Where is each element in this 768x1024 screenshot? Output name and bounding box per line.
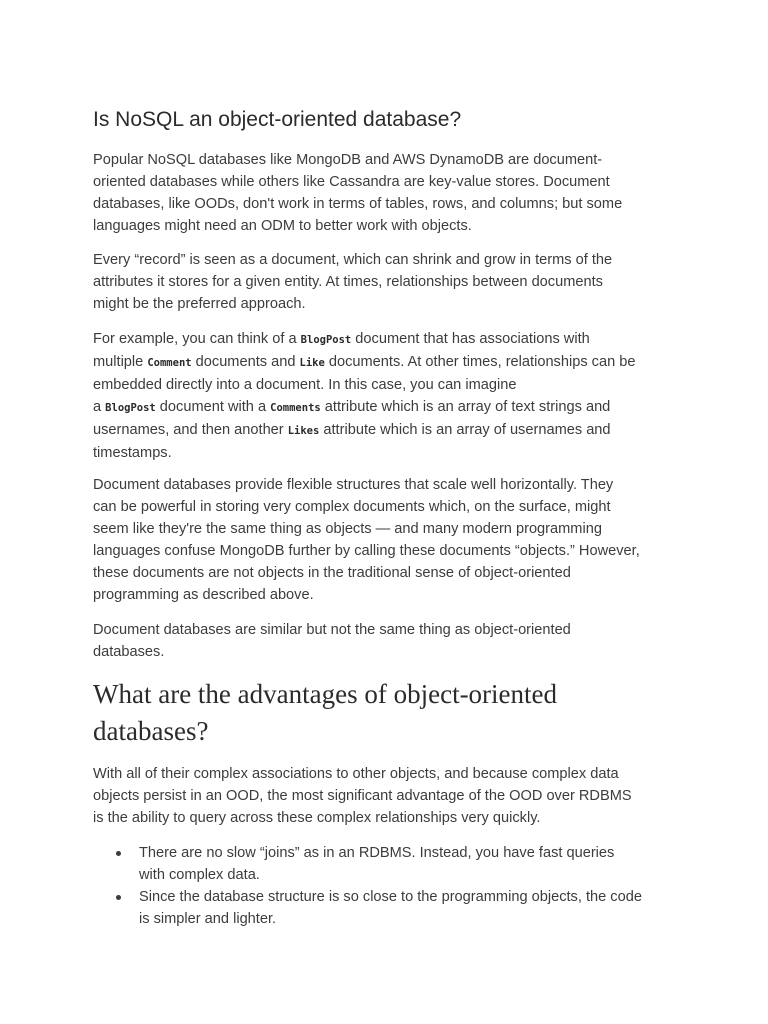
text-line: is simpler and lighter.	[139, 911, 277, 927]
code-blogpost: BlogPost	[105, 402, 156, 414]
paragraph-record	[93, 249, 678, 315]
text-line: with complex data.	[139, 867, 260, 883]
code-like: Like	[299, 357, 325, 369]
list-item	[93, 842, 642, 886]
text-line: a BlogPost document with a Comments attribute which is an array of text strings and	[93, 399, 611, 415]
heading-line: What are the advantages of object-oriented	[93, 679, 558, 709]
section-heading-advantages	[93, 676, 557, 750]
section-heading-nosql: Is NoSQL an object-oriented database?	[93, 108, 462, 131]
text-line: databases, like OODs, don't work in terms of tables, rows, and columns; but some	[93, 196, 623, 212]
text-line: multiple Comment documents and Like documents. At other times, relationships can be	[93, 354, 636, 370]
code-comment: Comment	[147, 357, 192, 369]
text-line: There are no slow “joins” as in an RDBMS. Instead, you have fast queries	[139, 845, 615, 861]
text-line: With all of their complex associations to other objects, and because complex data	[93, 766, 619, 782]
text-line: programming as described above.	[93, 587, 314, 603]
text-line: languages might need an ODM to better work with objects.	[93, 218, 472, 234]
code-likes: Likes	[287, 425, 320, 437]
code-comments: Comments	[270, 402, 321, 414]
text-line: Popular NoSQL databases like MongoDB and AWS DynamoDB are document-	[93, 152, 603, 168]
paragraph-similar	[93, 619, 678, 663]
text-line: databases.	[93, 644, 165, 660]
text-line: these documents are not objects in the traditional sense of object-oriented	[93, 565, 571, 581]
text-line: timestamps.	[93, 445, 172, 461]
code-blogpost: BlogPost	[300, 334, 352, 346]
text-line: might be the preferred approach.	[93, 296, 306, 312]
paragraph-document-databases	[93, 474, 678, 606]
heading-line: databases?	[93, 716, 209, 746]
text-line: Every “record” is seen as a document, which can shrink and grow in terms of the	[93, 252, 613, 268]
paragraph-nosql-intro	[93, 149, 678, 237]
text-line: objects persist in an OOD, the most significant advantage of the OOD over RDBMS	[93, 788, 632, 804]
text-line: Since the database structure is so close to the programming objects, the code	[139, 889, 642, 905]
text-line: is the ability to query across these complex relationships very quickly.	[93, 810, 541, 826]
text-line: Document databases are similar but not the same thing as object-oriented	[93, 622, 571, 638]
text-line: oriented databases while others like Cassandra are key-value stores. Document	[93, 174, 610, 190]
text-line: languages confuse MongoDB further by calling these documents “objects.” However,	[93, 543, 640, 559]
text-line: usernames, and then another Likes attribute which is an array of usernames and	[93, 422, 611, 438]
text-line: embedded directly into a document. In this case, you can imagine	[93, 377, 517, 393]
bullet-icon	[116, 895, 121, 900]
text-line: can be powerful in storing very complex documents which, on the surface, might	[93, 499, 611, 515]
paragraph-advantages	[93, 763, 678, 829]
text-line: seem like they're the same thing as objects — and many modern programming	[93, 521, 602, 537]
text-line: For example, you can think of a BlogPost document that has associations with	[93, 331, 590, 347]
text-line: attributes it stores for a given entity. At times, relationships between documents	[93, 274, 603, 290]
advantages-list	[93, 842, 642, 930]
list-item	[93, 886, 642, 930]
bullet-icon	[116, 851, 121, 856]
paragraph-blogpost-example	[93, 328, 678, 464]
text-line: Document databases provide flexible structures that scale well horizontally. They	[93, 477, 614, 493]
